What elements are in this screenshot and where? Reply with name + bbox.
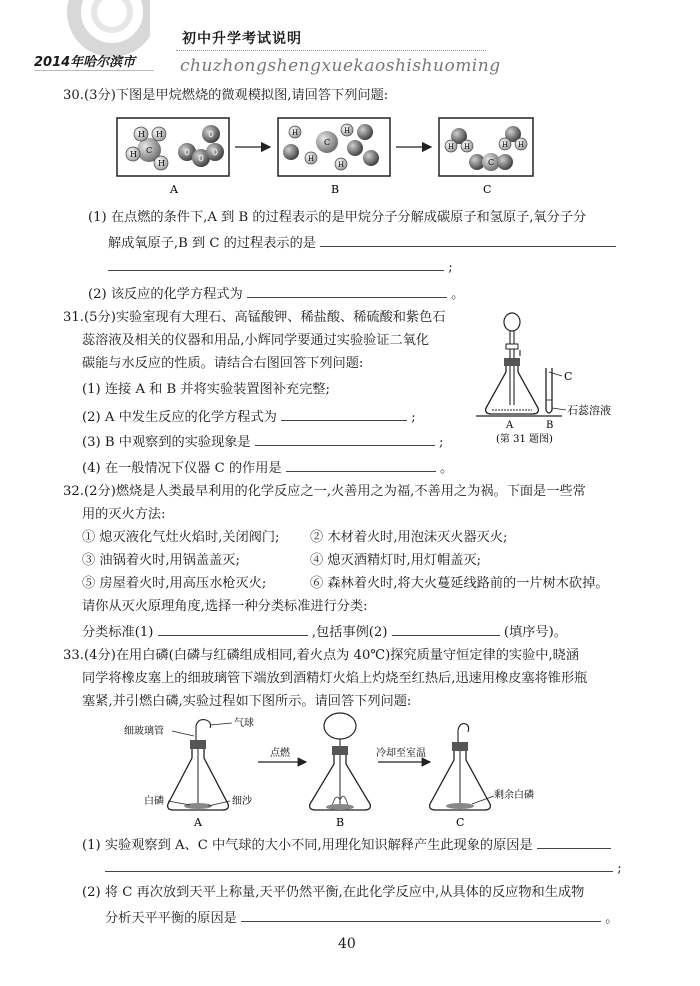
q31-fig-label-a: A <box>506 420 514 431</box>
q33-flask-a <box>168 720 229 810</box>
q33-fig-rest: 剩余白磷 <box>494 790 534 801</box>
q33-semicolon: ; <box>617 861 622 876</box>
q32-classify-c: (填序号)。 <box>503 625 567 640</box>
q31-fig-label-b: B <box>546 420 554 431</box>
q31-semicolon-2: ; <box>411 410 416 425</box>
q30-c-label: C <box>488 158 495 167</box>
q33-label-b: B <box>336 816 345 829</box>
q33-label-a: A <box>194 816 202 829</box>
header-underline <box>34 70 154 71</box>
q30-label-c: C <box>483 183 492 196</box>
q30-part1-line2 <box>108 232 616 253</box>
q33-answer-blank-2[interactable] <box>241 907 601 922</box>
q33-flask-b <box>310 713 371 810</box>
q32-classify-line <box>82 621 567 642</box>
q31-stem-line1: 31.(5分)实验室现有大理石、高锰酸钾、稀盐酸、稀硫酸和紫色石 <box>63 310 446 325</box>
q31-part4-text: (4) 在一般情况下仪器 C 的作用是 <box>82 461 282 476</box>
q30-h-label: H <box>156 130 163 139</box>
q30-c-label: C <box>324 138 331 147</box>
q31-answer-blank-2[interactable] <box>281 406 407 421</box>
q32-method-3: ③ 油锅着火时,用锅盖盖灭; <box>82 553 240 568</box>
q30-answer-blank-1b[interactable] <box>108 256 444 271</box>
q30-semicolon: ; <box>448 260 453 275</box>
q30-h-label: H <box>518 141 525 149</box>
q33-answer-blank-1[interactable] <box>537 834 611 849</box>
q31-part2-text: (2) A 中发生反应的化学方程式为 <box>82 410 277 425</box>
q30-methane-molecule <box>126 127 168 170</box>
q31-semicolon-3: ; <box>439 435 444 450</box>
q32-method-6: ⑥ 森林着火时,将大火蔓延线路前的一片树木砍掉。 <box>310 576 609 591</box>
header-pinyin: chuzhongshengxuekaoshishuoming <box>180 56 501 76</box>
q30-part2 <box>88 283 464 304</box>
q30-stem: 30.(3分)下图是甲烷燃烧的微观模拟图,请回答下列问题: <box>63 88 389 103</box>
q30-h-label: H <box>308 155 315 163</box>
q30-h-label: H <box>158 159 165 168</box>
q33-fig-cool: 冷却至室温 <box>376 748 426 759</box>
q30-h-label: H <box>448 143 455 151</box>
q32-answer-blank-2[interactable] <box>392 621 500 636</box>
q33-part2-line2 <box>105 907 618 928</box>
q30-h-label: H <box>502 141 509 149</box>
q32-stem-line2: 用的灭火方法: <box>82 507 166 522</box>
q33-fig-tube: 细玻璃管 <box>124 726 164 737</box>
q30-part1-line3 <box>108 256 453 277</box>
q30-part2-text: (2) 该反应的化学方程式为 <box>88 287 243 302</box>
q33-part1-text: (1) 实验观察到 A、C 中气球的大小不同,用理化知识解释产生此现象的原因是 <box>82 838 533 853</box>
q33-part2-line1: (2) 将 C 再次放到天平上称量,天平仍然平衡,在此化学反应中,从具体的反应物和生成物 <box>82 885 585 900</box>
q33-part2-text: 分析天平平衡的原因是 <box>105 911 237 926</box>
q33-period: 。 <box>605 911 619 926</box>
q30-separated-atoms <box>283 124 379 170</box>
q31-part3 <box>82 431 444 452</box>
q32-classify-a: 分类标准(1) <box>82 625 154 640</box>
q30-figure <box>115 110 535 196</box>
q32-method-4: ④ 熄灭酒精灯时,用灯帽盖灭; <box>310 553 482 568</box>
q32-answer-blank-1[interactable] <box>158 621 308 636</box>
q31-apparatus-figure <box>470 310 620 450</box>
q30-h-label: H <box>464 143 471 151</box>
header-dotted-line <box>176 50 486 51</box>
page-number: 40 <box>338 936 356 952</box>
header-city: 2014年哈尔滨市 <box>34 55 136 70</box>
q31-fig-caption: (第 31 题图) <box>496 434 553 445</box>
q32-method-2: ② 木材着火时,用泡沫灭火器灭火; <box>310 530 508 545</box>
q31-part3-text: (3) B 中观察到的实验现象是 <box>82 435 251 450</box>
q30-label-b: B <box>331 183 340 196</box>
q31-stem-line3: 碳能与水反应的性质。请结合右图回答下列问题: <box>82 356 364 371</box>
q33-label-c: C <box>456 816 465 829</box>
q31-part4 <box>82 457 453 478</box>
q30-c-label: C <box>146 146 153 155</box>
q33-fig-wp: 白磷 <box>144 796 164 807</box>
q33-flask-c <box>430 724 491 810</box>
q31-part2 <box>82 406 416 427</box>
q31-period: 。 <box>440 461 454 476</box>
q30-oxygen-molecules <box>178 125 224 167</box>
q31-fig-litmus: 石蕊溶液 <box>567 404 611 417</box>
q30-part1-line1: (1) 在点燃的条件下,A 到 B 的过程表示的是甲烷分子分解成碳原子和氢原子,氧分子分 <box>88 210 587 225</box>
q31-fig-label-c: C <box>564 370 573 383</box>
q30-product-molecules <box>445 126 527 171</box>
q32-instruction: 请你从灭火原理角度,选择一种分类标准进行分类: <box>82 599 368 614</box>
q33-stem-line3: 塞紧,并引燃白磷,实验过程如下图所示。请回答下列问题: <box>82 694 412 709</box>
q30-h-label: H <box>344 127 351 135</box>
q33-stem-line1: 33.(4分)在用白磷(白磷与红磷组成相同,着火点为 40℃)探究质量守恒定律的实验中,晓涵 <box>63 648 580 663</box>
q33-part1-cont <box>105 857 622 878</box>
header-title: 初中升学考试说明 <box>182 31 302 47</box>
q30-label-a: A <box>170 183 178 196</box>
q33-part1 <box>82 834 611 855</box>
q31-stem-line2: 蕊溶液及相关的仪器和用品,小辉同学要通过实验验证二氧化 <box>82 333 430 348</box>
q30-h-label: H <box>338 161 345 169</box>
q32-method-5: ⑤ 房屋着火时,用高压水枪灭火; <box>82 576 267 591</box>
q33-fig-balloon: 气球 <box>234 718 254 729</box>
q33-fig-sand: 细沙 <box>232 796 252 807</box>
q31-answer-blank-4[interactable] <box>286 457 436 472</box>
q32-method-1: ① 熄灭液化气灶火焰时,关闭阀门; <box>82 530 280 545</box>
q31-part1: (1) 连接 A 和 B 并将实验装置图补充完整; <box>82 382 330 397</box>
q30-h-label: H <box>130 150 137 159</box>
q31-answer-blank-3[interactable] <box>255 431 435 446</box>
q30-h-label: H <box>138 130 145 139</box>
q30-part1-text: 解成氧原子,B 到 C 的过程表示的是 <box>108 236 316 251</box>
q32-stem-line1: 32.(2分)燃烧是人类最早利用的化学反应之一,火善用之为福,不善用之为祸。下面是一些常 <box>63 484 586 499</box>
q33-stem-line2: 同学将橡皮塞上的细玻璃管下端放到酒精灯火焰上灼烧至红热后,迅速用橡皮塞将锥形瓶 <box>82 671 588 686</box>
q30-period: 。 <box>451 287 465 302</box>
q33-experiment-figure <box>110 712 580 830</box>
q32-classify-b: ,包括事例(2) <box>311 625 388 640</box>
q33-answer-blank-1b[interactable] <box>105 857 613 872</box>
q30-answer-blank-1[interactable] <box>320 232 616 247</box>
q30-answer-blank-2[interactable] <box>247 283 447 298</box>
q30-h-label: H <box>292 129 299 137</box>
q33-fig-ignite: 点燃 <box>270 748 290 759</box>
